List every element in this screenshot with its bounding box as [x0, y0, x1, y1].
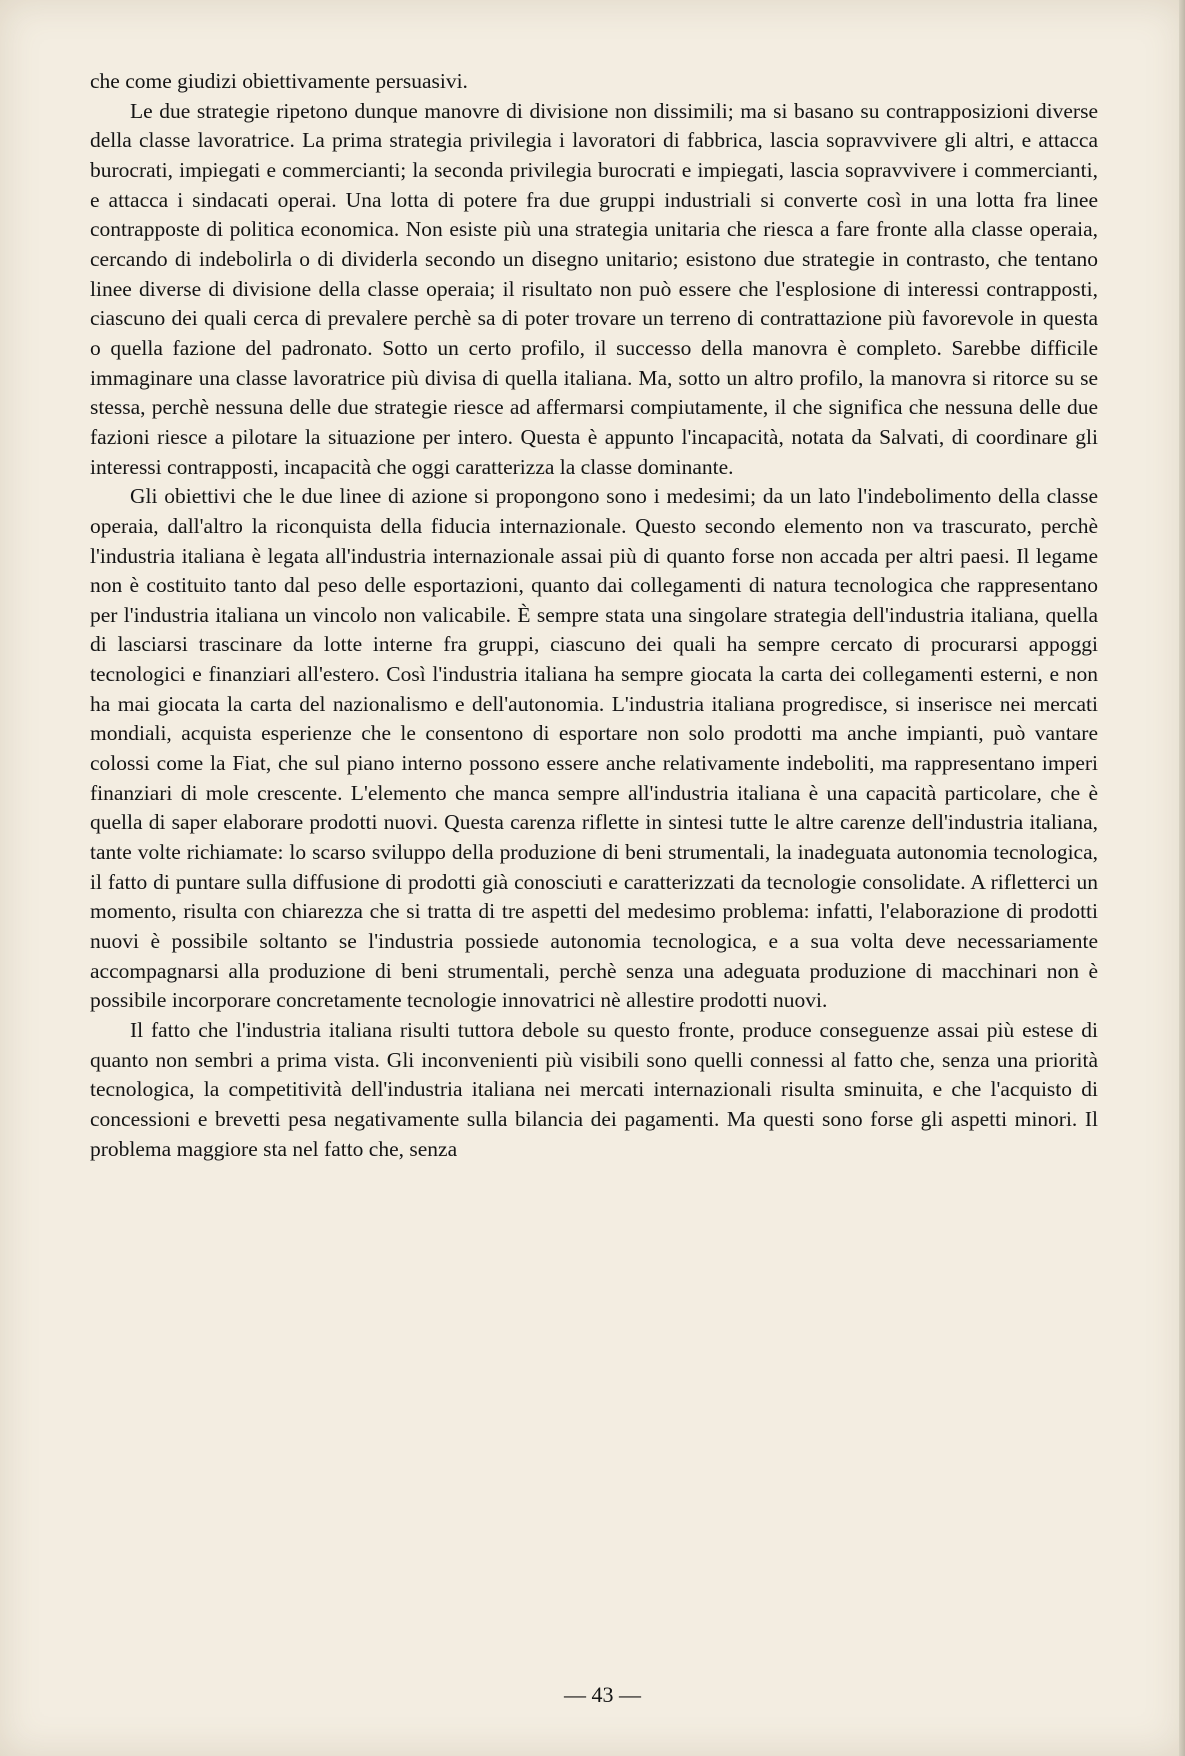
paragraph-objectives: Gli obiettivi che le due linee di azione si propongono sono i medesimi; da un lato l'indebolimento della classe operaia, dall'altro la riconquista della fiducia internazionale. Questo secondo elemento non va trascurato, perchè l'industria italiana è legata all'industria internazionale assai più di quanto forse non accada per altri paesi. Il legame non è costituito tanto dal peso delle esportazioni, quanto dai collegamenti di natura tecnologica che rappresentano per l'industria italiana un vincolo non valicabile. È sempre stata una singolare strategia dell'industria italiana, quella di lasciarsi trascinare da lotte interne fra gruppi, ciascuno dei quali ha sempre cercato di procurarsi appoggi tecnologici e finanziari all'estero. Così l'industria italiana ha sempre giocata la carta dei collegamenti esterni, e non ha mai giocata la carta del nazionalismo e dell'autonomia. L'industria italiana progredisce, si inserisce nei mercati mondiali, acquista esperienze che le consentono di esportare non solo prodotti ma anche impianti, può vantare colossi come la Fiat, che sul piano interno possono essere anche relativamente indeboliti, ma rappresentano imperi finanziari di mole crescente. L'elemento che manca sempre all'industria italiana è una capacità particolare, che è quella di saper elaborare prodotti nuovi. Questa carenza riflette in sintesi tutte le altre carenze dell'industria italiana, tante volte richiamate: lo scarso sviluppo della produzione di beni strumentali, la inadeguata autonomia tecnologica, il fatto di puntare sulla diffusione di prodotti già conosciuti e caratterizzati da tecnologie consolidate. A rifletterci un momento, risulta con chiarezza che si tratta di tre aspetti del medesimo problema: infatti, l'elaborazione di prodotti nuovi è possibile soltanto se l'industria possiede autonomia tecnologica, e a sua volta deve necessariamente accompagnarsi alla produzione di beni strumentali, perchè senza una adeguata produzione di macchinari non è possibile incorporare concretamente tecnologie innovatrici nè allestire prodotti nuovi.	[90, 484, 1098, 1013]
body-text	[90, 67, 1098, 1164]
paragraph-strategies: Le due strategie ripetono dunque manovre di divisione non dissimili; ma si basano su contrapposizioni diverse della classe lavoratrice. La prima strategia privilegia i lavoratori di fabbrica, lascia sopravvivere gli altri, e attacca burocrati, impiegati e commercianti; la seconda privilegia burocrati e impiegati, lascia sopravvivere i commercianti, e attacca i sindacati operai. Una lotta di potere fra due gruppi industriali si converte così in una lotta fra linee contrapposte di politica economica. Non esiste più una strategia unitaria che riesca a fare fronte alla classe operaia, cercando di indebolirla o di dividerla secondo un disegno unitario; esistono due strategie in contrasto, che tentano linee diverse di divisione della classe operaia; il risultato non può essere che l'esplosione di interessi contrapposti, ciascuno dei quali cerca di prevalere perchè sa di poter trovare un terreno di contrattazione più favorevole in questa o quella fazione del padronato. Sotto un certo profilo, il successo della manovra è completo. Sarebbe difficile immaginare una classe lavoratrice più divisa di quella italiana. Ma, sotto un altro profilo, la manovra si ritorce su se stessa, perchè nessuna delle due strategie riesce ad affermarsi compiutamente, il che significa che nessuna delle due fazioni riesce a pilotare la situazione per intero. Questa è appunto l'incapacità, notata da Salvati, di coordinare gli interessi contrapposti, incapacità che oggi caratterizza la classe dominante.	[90, 98, 1098, 479]
paragraph-weakness: Il fatto che l'industria italiana risulti tuttora debole su questo fronte, produce conseguenze assai più estese di quanto non sembri a prima vista. Gli inconvenienti più visibili sono quelli connessi al fatto che, senza una priorità tecnologica, la competitività dell'industria italiana nei mercati internazionali risulta sminuita, e che l'acquisto di concessioni e brevetti pesa negativamente sulla bilancia dei pagamenti. Ma questi sono forse gli aspetti minori. Il problema maggiore sta nel fatto che, senza	[90, 1018, 1098, 1161]
paragraph-continuation: che come giudizi obiettivamente persuasivi.	[90, 69, 468, 93]
page-number: — 43 —	[564, 1682, 641, 1707]
page-edge-shadow	[1179, 0, 1185, 1756]
